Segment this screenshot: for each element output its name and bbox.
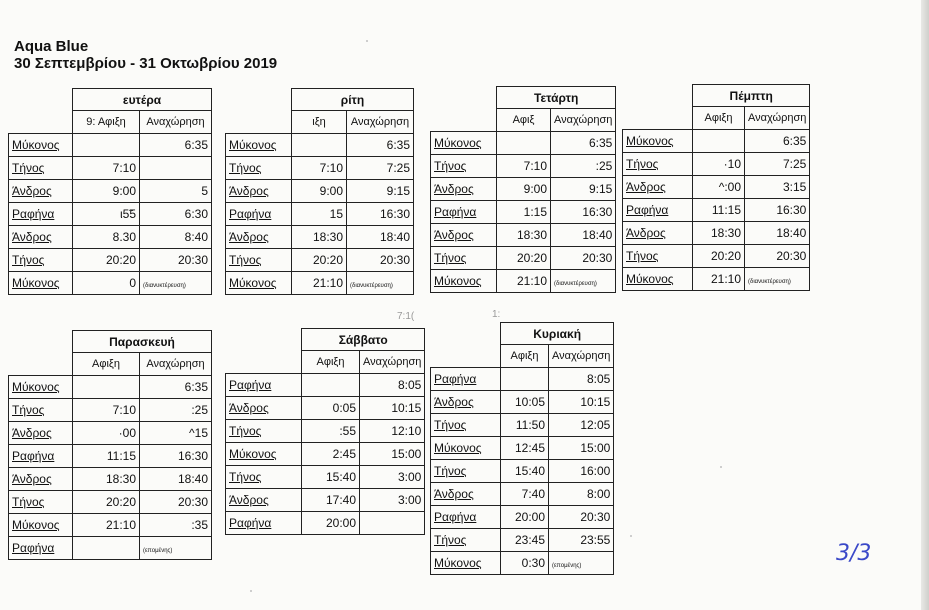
table-row (431, 505, 614, 528)
port-name: Τήνος (9, 490, 73, 513)
departure-time: 7:25 (745, 152, 810, 175)
table-row (226, 442, 425, 465)
table-row (9, 202, 212, 225)
table-row (226, 225, 414, 248)
departure-time: 9:15 (347, 179, 414, 202)
port-name: Τήνος (9, 248, 73, 271)
table-row (9, 490, 212, 513)
departure-time: 6:30 (140, 202, 212, 225)
port-name: Άνδρος (9, 179, 73, 202)
overnight-note: (επομένης) (552, 562, 582, 569)
table-row (431, 528, 614, 551)
day-name: ευτέρα (73, 89, 212, 111)
day-name: ρίτη (292, 89, 414, 111)
departure-header: Αναχώρηση (140, 111, 212, 134)
arrival-time: 17:40 (302, 488, 360, 511)
table-row (623, 221, 810, 244)
arrival-time: 18:30 (292, 225, 347, 248)
arrival-time: 0 (73, 271, 140, 294)
arrival-time: 9:00 (73, 179, 140, 202)
port-name: Ραφήνα (431, 505, 501, 528)
port-name: Άνδρος (623, 175, 693, 198)
date-range: 30 Σεπτεμβρίου - 31 Οκτωβρίου 2019 (14, 55, 278, 72)
table-row (9, 536, 212, 559)
departure-time (551, 269, 616, 292)
arrival-time (73, 133, 140, 156)
port-name: Ραφήνα (9, 202, 73, 225)
table-row (9, 467, 212, 490)
arrival-time: 7:10 (292, 156, 347, 179)
scan-edge (921, 0, 929, 610)
table-row (431, 131, 616, 154)
port-name: Άνδρος (226, 488, 302, 511)
table-row (623, 267, 810, 290)
port-name: Άνδρος (9, 225, 73, 248)
departure-time: 10:15 (360, 396, 425, 419)
arrival-time: 21:10 (73, 513, 140, 536)
port-name: Μύκονος (431, 131, 497, 154)
port-name: Ραφήνα (226, 202, 292, 225)
port-name: Άνδρος (9, 467, 73, 490)
overnight-note: (διανυκτέρευση) (350, 282, 393, 289)
departure-time (745, 267, 810, 290)
arrival-time: 20:20 (497, 246, 551, 269)
departure-header: Αναχώρηση (551, 109, 616, 132)
day-schedule-table (622, 84, 810, 291)
arrival-header: Αφιξ (497, 109, 551, 132)
departure-time: 20:30 (140, 490, 212, 513)
port-name: Μύκονος (623, 267, 693, 290)
table-row (431, 390, 614, 413)
port-name: Μύκονος (431, 269, 497, 292)
port-name: Τήνος (226, 465, 302, 488)
arrival-time: ι5̃5 (73, 202, 140, 225)
day-name: Τετάρτη (497, 87, 616, 109)
overnight-note: (διανυκτέρευση) (748, 278, 791, 285)
arrival-time: 21:10 (693, 267, 745, 290)
arrival-time: 20:00 (302, 511, 360, 534)
departure-time: 8:05 (549, 367, 614, 390)
day-name: Σάββατο (302, 329, 425, 351)
departure-time: 18:40 (347, 225, 414, 248)
arrival-time: 20:20 (73, 490, 140, 513)
arrival-time: ·10 (693, 152, 745, 175)
port-name: Μύκονος (226, 442, 302, 465)
port-name: Τήνος (226, 248, 292, 271)
arrival-time (693, 129, 745, 152)
departure-time: 10:15 (549, 390, 614, 413)
port-name: Τήνος (623, 244, 693, 267)
departure-time (549, 551, 614, 574)
departure-time: 18:40 (551, 223, 616, 246)
departure-time: 16:30 (347, 202, 414, 225)
departure-time: 6:35 (140, 133, 212, 156)
day-schedule-table (8, 88, 212, 295)
port-name: Άνδρος (623, 221, 693, 244)
arrival-time: 7:10 (73, 156, 140, 179)
table-row (431, 177, 616, 200)
table-row (226, 373, 425, 396)
port-name: Άνδρος (431, 177, 497, 200)
table-row (431, 413, 614, 436)
table-row (9, 248, 212, 271)
departure-time: 6:35 (140, 375, 212, 398)
port-name: Άνδρος (9, 421, 73, 444)
departure-time: 18:40 (140, 467, 212, 490)
departure-time (140, 536, 212, 559)
port-name: Μύκονος (623, 129, 693, 152)
port-name: Άνδρος (431, 223, 497, 246)
overnight-note: (διανυκτέρευση) (143, 282, 186, 289)
port-name: Τήνος (431, 413, 501, 436)
arrival-time: 11:15 (693, 198, 745, 221)
departure-time: 16:30 (745, 198, 810, 221)
departure-time: 9:15 (551, 177, 616, 200)
departure-header: Αναχώρηση (549, 345, 614, 368)
departure-time: 8:05 (360, 373, 425, 396)
departure-time: 16:30 (551, 200, 616, 223)
port-name: Άνδρος (226, 396, 302, 419)
table-row (9, 513, 212, 536)
departure-time (140, 156, 212, 179)
document-title (14, 38, 277, 73)
port-name: Ραφήνα (9, 536, 73, 559)
departure-time: 8:00 (549, 482, 614, 505)
departure-header: Αναχώρηση (140, 353, 212, 376)
departure-time: 6:35 (745, 129, 810, 152)
departure-time: 3:00 (360, 488, 425, 511)
day-schedule-table (225, 88, 414, 295)
port-name: Μύκονος (9, 133, 73, 156)
arrival-time: 7:10 (497, 154, 551, 177)
arrival-time: 20:20 (292, 248, 347, 271)
stray-mark: 1: (492, 309, 501, 320)
port-name: Τήνος (9, 398, 73, 421)
departure-time: 12:05 (549, 413, 614, 436)
table-row (623, 152, 810, 175)
arrival-time: 11:50 (501, 413, 549, 436)
overnight-note: (επομένης) (143, 547, 173, 554)
port-name: Τήνος (226, 419, 302, 442)
arrival-time: 0:30 (501, 551, 549, 574)
table-row (226, 202, 414, 225)
arrival-time (292, 133, 347, 156)
table-row (226, 133, 414, 156)
arrival-time: 9:00 (497, 177, 551, 200)
departure-time: 20:30 (549, 505, 614, 528)
port-name: Τήνος (431, 154, 497, 177)
day-schedule-table (430, 86, 616, 293)
departure-time: 15:00 (549, 436, 614, 459)
arrival-time: 15:40 (501, 459, 549, 482)
day-name: Παρασκευή (73, 331, 212, 353)
departure-time: :35 (140, 513, 212, 536)
port-name: Μύκονος (9, 375, 73, 398)
departure-time: 3:00 (360, 465, 425, 488)
arrival-header: Αφιξη (501, 345, 549, 368)
departure-header: Αναχώρηση (360, 351, 425, 374)
departure-time: 5 (140, 179, 212, 202)
departure-time: :25 (551, 154, 616, 177)
arrival-header: Αφιξη (693, 107, 745, 130)
port-name: Μύκονος (431, 551, 501, 574)
departure-time (347, 271, 414, 294)
arrival-time: 23:45 (501, 528, 549, 551)
departure-time: 6:35 (551, 131, 616, 154)
arrival-time: 20:20 (73, 248, 140, 271)
departure-time (140, 271, 212, 294)
table-row (431, 269, 616, 292)
arrival-time: 2:45 (302, 442, 360, 465)
arrival-header: 9: Αφιξη (73, 111, 140, 134)
arrival-time: 15:40 (302, 465, 360, 488)
port-name: Τήνος (9, 156, 73, 179)
port-name: Τήνος (431, 459, 501, 482)
arrival-time: 12:45 (501, 436, 549, 459)
arrival-time: 9:00 (292, 179, 347, 202)
departure-time: 7:25 (347, 156, 414, 179)
arrival-time: 18:30 (497, 223, 551, 246)
table-row (431, 246, 616, 269)
arrival-time: :55 (302, 419, 360, 442)
arrival-time (497, 131, 551, 154)
table-row (226, 179, 414, 202)
table-row (431, 223, 616, 246)
arrival-time: 20:00 (501, 505, 549, 528)
stray-mark: 7:1( (397, 311, 415, 322)
departure-time: 20:30 (347, 248, 414, 271)
departure-time: 18:40 (745, 221, 810, 244)
arrival-time (73, 536, 140, 559)
overnight-note: (διανυκτέρευση) (554, 280, 597, 287)
departure-time: 8:40 (140, 225, 212, 248)
arrival-time: 7:10 (73, 398, 140, 421)
departure-header: Αναχώρηση (745, 107, 810, 130)
port-name: Ραφήνα (226, 511, 302, 534)
table-row (9, 421, 212, 444)
table-row (623, 175, 810, 198)
arrival-header: ιξη (292, 111, 347, 134)
port-name: Άνδρος (226, 225, 292, 248)
port-name: Ραφήνα (431, 367, 501, 390)
port-name: Άνδρος (431, 390, 501, 413)
arrival-time: 15 (292, 202, 347, 225)
arrival-time: 11:15 (73, 444, 140, 467)
arrival-header: Αφιξη (302, 351, 360, 374)
arrival-time: 10:05 (501, 390, 549, 413)
arrival-time: ·00 (73, 421, 140, 444)
departure-time: 12:10 (360, 419, 425, 442)
arrival-time: 21:10 (292, 271, 347, 294)
arrival-time: 21:10 (497, 269, 551, 292)
arrival-time (73, 375, 140, 398)
day-schedule-table (225, 328, 425, 535)
port-name: Τήνος (226, 156, 292, 179)
table-row (9, 133, 212, 156)
port-name: Μύκονος (226, 133, 292, 156)
departure-time: 16:30 (140, 444, 212, 467)
departure-time: 20:30 (551, 246, 616, 269)
table-row (431, 436, 614, 459)
table-row (9, 444, 212, 467)
table-row (431, 200, 616, 223)
table-row (226, 248, 414, 271)
page-number: 3/3 (836, 541, 872, 566)
table-row (431, 551, 614, 574)
departure-header: Αναχώρηση (347, 111, 414, 134)
departure-time: 15:00 (360, 442, 425, 465)
table-row (623, 129, 810, 152)
departure-time: 20:30 (140, 248, 212, 271)
departure-time (360, 511, 425, 534)
table-row (226, 156, 414, 179)
arrival-header: Αφιξη (73, 353, 140, 376)
table-row (9, 225, 212, 248)
table-row (9, 271, 212, 294)
port-name: Μύκονος (9, 271, 73, 294)
day-name: Πέμπτη (693, 85, 810, 107)
port-name: Μύκονος (431, 436, 501, 459)
arrival-time: 7:40 (501, 482, 549, 505)
table-row (9, 179, 212, 202)
arrival-time: 1:15 (497, 200, 551, 223)
table-row (9, 398, 212, 421)
table-row (226, 271, 414, 294)
table-row (226, 488, 425, 511)
port-name: Ραφήνα (431, 200, 497, 223)
table-row (226, 465, 425, 488)
day-schedule-table (8, 330, 212, 560)
table-row (9, 375, 212, 398)
departure-time: 16:00 (549, 459, 614, 482)
departure-time: ^15 (140, 421, 212, 444)
day-name: Κυριακή (501, 323, 614, 345)
port-name: Τήνος (431, 246, 497, 269)
departure-time: 23:55 (549, 528, 614, 551)
departure-time: 3:15 (745, 175, 810, 198)
port-name: Ραφήνα (9, 444, 73, 467)
arrival-time: 18:30 (693, 221, 745, 244)
table-row (431, 482, 614, 505)
table-row (226, 511, 425, 534)
table-row (226, 419, 425, 442)
table-row (623, 198, 810, 221)
table-row (9, 156, 212, 179)
table-row (431, 154, 616, 177)
departure-time: :25 (140, 398, 212, 421)
company-name: Aqua Blue (14, 38, 89, 55)
table-row (431, 459, 614, 482)
port-name: Ραφήνα (623, 198, 693, 221)
departure-time: 20:30 (745, 244, 810, 267)
departure-time: 6:35 (347, 133, 414, 156)
arrival-time: 18:30 (73, 467, 140, 490)
port-name: Τήνος (431, 528, 501, 551)
arrival-time: 0:05 (302, 396, 360, 419)
table-row (623, 244, 810, 267)
port-name: Άνδρος (226, 179, 292, 202)
table-row (431, 367, 614, 390)
arrival-time: 8.30 (73, 225, 140, 248)
port-name: Μύκονος (226, 271, 292, 294)
arrival-time: 20:20 (693, 244, 745, 267)
port-name: Τήνος (623, 152, 693, 175)
port-name: Ραφήνα (226, 373, 302, 396)
port-name: Μύκονος (9, 513, 73, 536)
arrival-time (501, 367, 549, 390)
arrival-time (302, 373, 360, 396)
day-schedule-table (430, 322, 614, 575)
table-row (226, 396, 425, 419)
port-name: Άνδρος (431, 482, 501, 505)
arrival-time: ^:00 (693, 175, 745, 198)
